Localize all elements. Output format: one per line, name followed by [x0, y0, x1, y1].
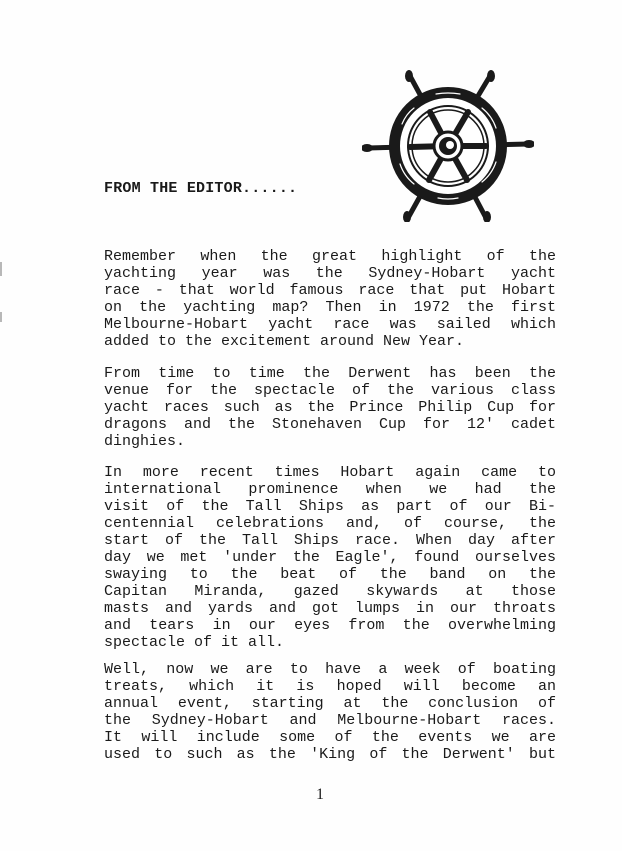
- text-line: yachting year was the Sydney-Hobart yacht: [104, 265, 556, 282]
- text-line: international prominence when we had the: [104, 481, 556, 498]
- text-line: centennial celebrations and, of course, the: [104, 515, 556, 532]
- text-line: used to such as the 'King of the Derwent' but: [104, 746, 556, 763]
- text-line: annual event, starting at the conclusion of: [104, 695, 556, 712]
- text-line: treats, which it is hoped will become an: [104, 678, 556, 695]
- paragraph: [104, 365, 556, 450]
- text-line: on the yachting map? Then in 1972 the first: [104, 299, 556, 316]
- ship-wheel-icon: [362, 70, 534, 222]
- text-line: In more recent times Hobart again came to: [104, 464, 556, 481]
- text-line: masts and yards and got lumps in our throats: [104, 600, 556, 617]
- text-line: start of the Tall Ships race. When day after: [104, 532, 556, 549]
- text-line: spectacle of it all.: [104, 634, 285, 651]
- text-line: From time to time the Derwent has been the: [104, 365, 556, 382]
- text-line: Well, now we are to have a week of boating: [104, 661, 556, 678]
- text-line: venue for the spectacle of the various class: [104, 382, 556, 399]
- text-line: dinghies.: [104, 433, 186, 450]
- text-line: yacht races such as the Prince Philip Cup for: [104, 399, 556, 416]
- paragraph: [104, 464, 556, 651]
- text-line: day we met 'under the Eagle', found ourselves: [104, 549, 556, 566]
- editor-heading: FROM THE EDITOR......: [104, 180, 298, 197]
- text-line: visit of the Tall Ships as part of our Bi-: [104, 498, 556, 515]
- text-line: dragons and the Stonehaven Cup for 12' cadet: [104, 416, 556, 433]
- paragraph: [104, 661, 556, 763]
- text-line: Remember when the great highlight of the: [104, 248, 556, 265]
- text-line: Capitan Miranda, gazed skywards at those: [104, 583, 556, 600]
- scan-edge-mark: [0, 262, 2, 276]
- text-line: and tears in our eyes from the overwhelming: [104, 617, 556, 634]
- text-line: the Sydney-Hobart and Melbourne-Hobart races.: [104, 712, 556, 729]
- text-line: It will include some of the events we are: [104, 729, 556, 746]
- text-line: swaying to the beat of the band on the: [104, 566, 556, 583]
- page-number: 1: [316, 786, 324, 803]
- text-line: race - that world famous race that put Hobart: [104, 282, 556, 299]
- text-line: Melbourne-Hobart yacht race was sailed which: [104, 316, 556, 333]
- paragraph: [104, 248, 556, 350]
- scan-edge-mark: [0, 312, 2, 322]
- text-line: added to the excitement around New Year.: [104, 333, 465, 350]
